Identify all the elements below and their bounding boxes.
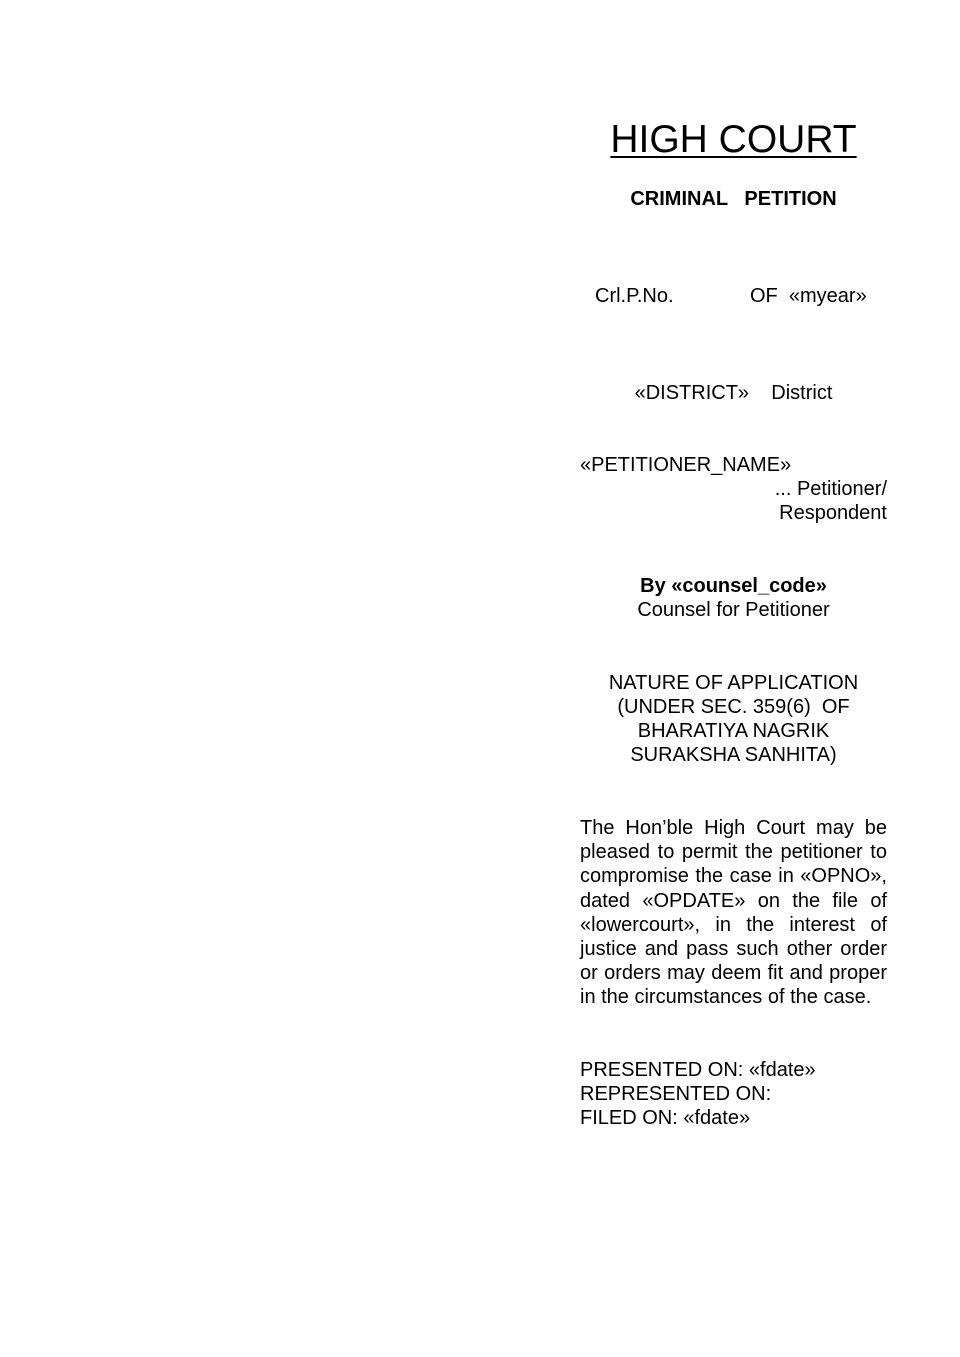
nature-line-4: SURAKSHA SANHITA)	[630, 744, 837, 766]
presented-on: PRESENTED ON: «fdate»	[580, 1059, 816, 1081]
petition-type: CRIMINAL PETITION	[630, 188, 837, 210]
case-number-year: OF «myear»	[750, 285, 867, 307]
district-label: District	[771, 382, 833, 404]
counsel-role: Counsel for Petitioner	[637, 599, 830, 621]
petitioner-name: «PETITIONER_NAME»	[580, 454, 792, 476]
petitioner-role-line1: ... Petitioner/	[774, 478, 887, 500]
district-line	[580, 381, 887, 405]
case-number-prefix: Crl.P.No.	[595, 285, 674, 307]
filing-dates	[580, 1058, 887, 1130]
district-name: «DISTRICT»	[634, 382, 750, 404]
filed-on: FILED ON: «fdate»	[580, 1107, 751, 1129]
petitioner-block	[580, 453, 887, 525]
counsel-by-line: By «counsel_code»	[640, 575, 827, 597]
counsel-block	[580, 574, 887, 622]
nature-line-1: NATURE OF APPLICATION	[608, 672, 859, 694]
represented-on: REPRESENTED ON:	[580, 1083, 772, 1105]
prayer-paragraph: The Hon’ble High Court may be pleased to permit the petitioner to compromise the case in «OPNO», dated «OPDATE» on the file of «lowercourt», in the interest of justice and pass such other order or orders may deem fit and proper in the circumstances of the case.	[580, 817, 887, 1009]
petitioner-role-line2: Respondent	[779, 502, 887, 524]
court-title: HIGH COURT	[610, 118, 857, 161]
nature-of-application	[580, 671, 887, 767]
nature-line-3: BHARATIYA NAGRIK	[637, 720, 830, 742]
nature-line-2: (UNDER SEC. 359(6) OF	[617, 696, 850, 718]
